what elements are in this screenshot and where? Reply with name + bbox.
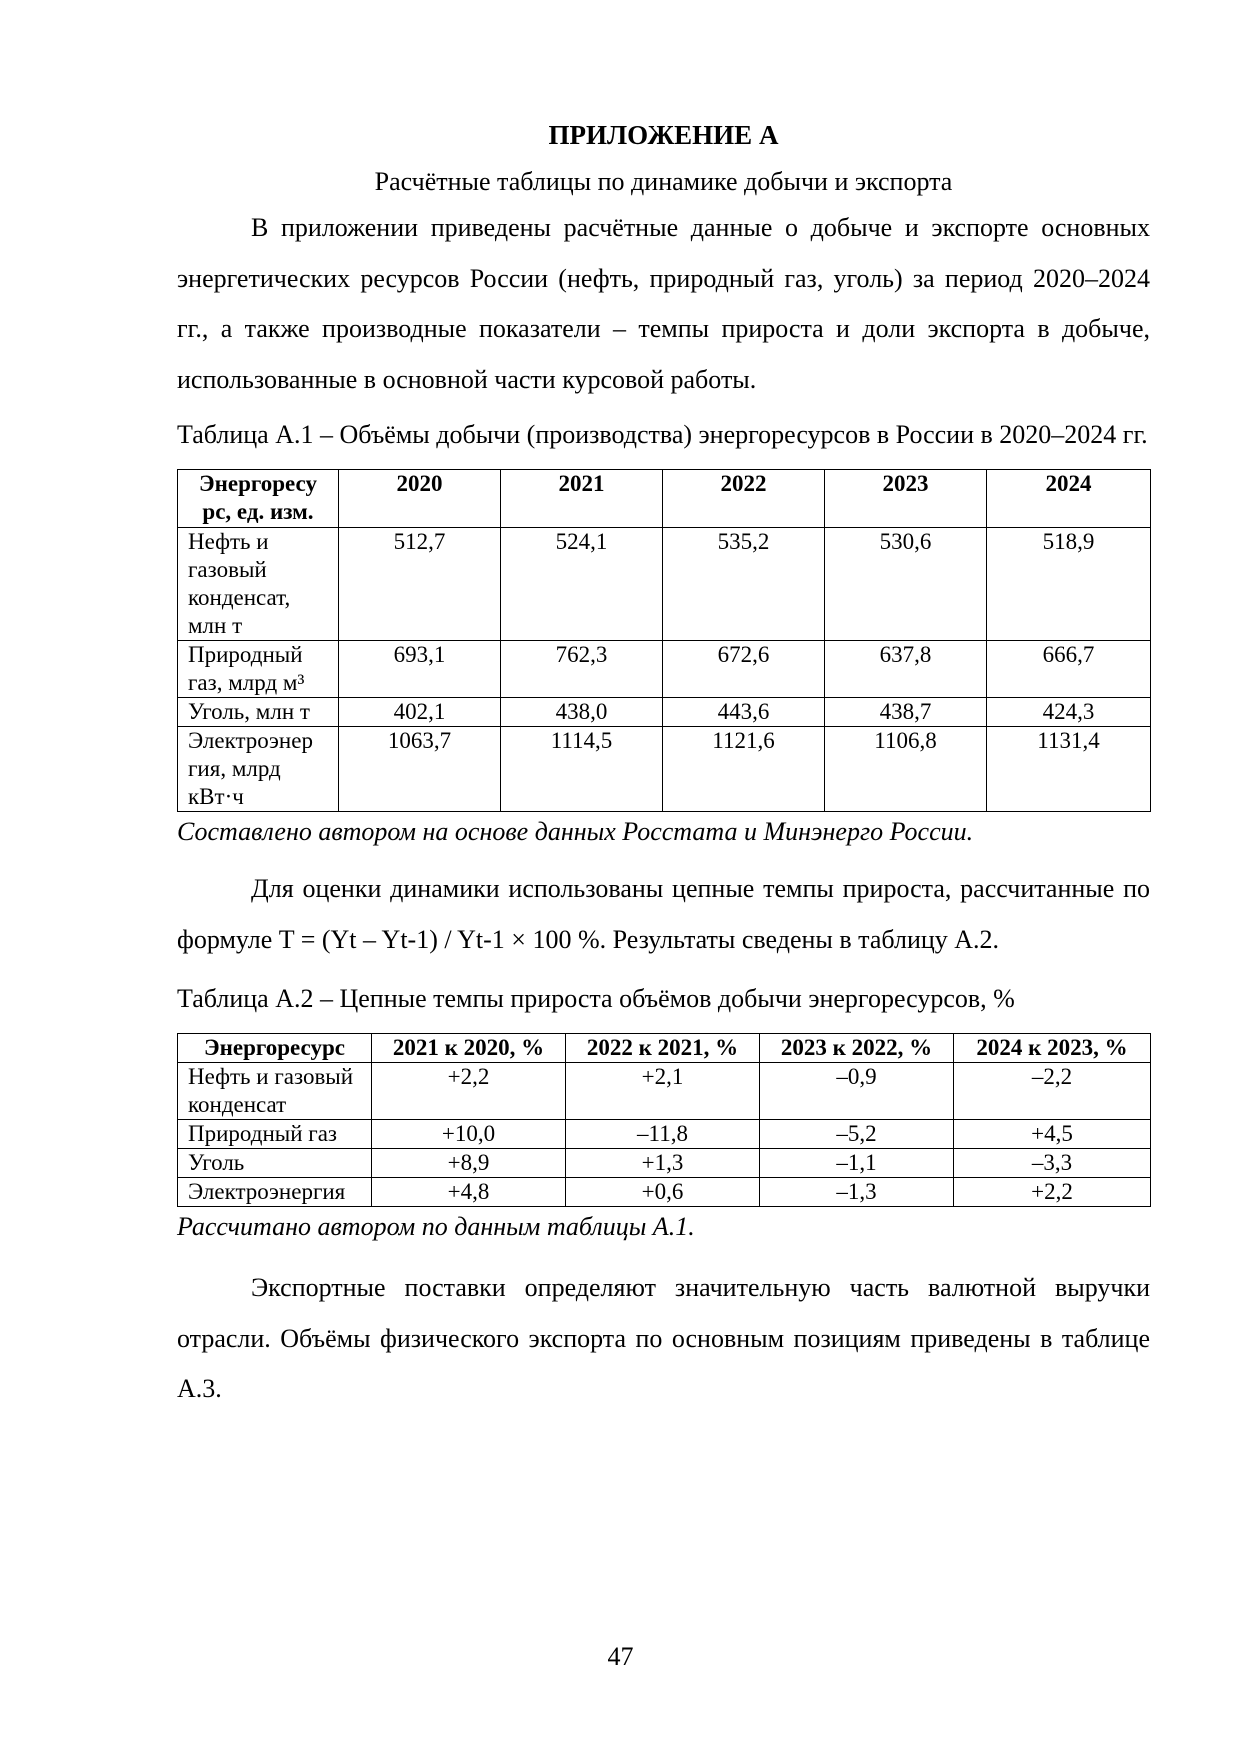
export-paragraph: Экспортные поставки определяют значительную часть валютной выручки отрасли. Объёмы физического экспорта по основным позициям приведены в таблице А.3. <box>177 1273 1150 1403</box>
value-cell: +4,8 <box>372 1178 566 1207</box>
table-row <box>178 1120 1151 1149</box>
header-cell: 2021 <box>501 470 663 528</box>
table2-source-note: Рассчитано автором по данным таблицы А.1. <box>177 1212 695 1241</box>
header-cell: 2022 к 2021, % <box>566 1034 760 1063</box>
header-cell: 2024 <box>987 470 1151 528</box>
table-row <box>178 528 1151 641</box>
value-cell: 530,6 <box>825 528 987 641</box>
header-cell: Энергоресурс <box>178 1034 372 1063</box>
value-cell: 1106,8 <box>825 727 987 812</box>
table-row <box>178 727 1151 812</box>
row-label: Уголь <box>178 1149 372 1178</box>
header-cell: 2023 <box>825 470 987 528</box>
row-label: Электроэнергия <box>178 1178 372 1207</box>
value-cell: 402,1 <box>339 698 501 727</box>
row-label: Природный газ <box>178 1120 372 1149</box>
table-row <box>178 1063 1151 1120</box>
value-cell: 1121,6 <box>663 727 825 812</box>
row-label: Нефть и газовый конденсат, млн т <box>178 528 339 641</box>
value-cell: 762,3 <box>501 641 663 698</box>
value-cell: –3,3 <box>954 1149 1151 1178</box>
value-cell: 438,7 <box>825 698 987 727</box>
value-cell: +8,9 <box>372 1149 566 1178</box>
table1-caption: Таблица А.1 – Объёмы добычи (производства) энергоресурсов в России в 2020–2024 гг. <box>177 420 1148 449</box>
table-row <box>178 1149 1151 1178</box>
value-cell: 443,6 <box>663 698 825 727</box>
row-label: Нефть и газовый конденсат <box>178 1063 372 1120</box>
value-cell: +2,1 <box>566 1063 760 1120</box>
value-cell: +0,6 <box>566 1178 760 1207</box>
appendix-subtitle: Расчётные таблицы по динамике добычи и экспорта <box>374 167 953 196</box>
value-cell: 672,6 <box>663 641 825 698</box>
document-page <box>177 110 1150 1415</box>
value-cell: 518,9 <box>987 528 1151 641</box>
value-cell: +2,2 <box>372 1063 566 1120</box>
value-cell: –5,2 <box>760 1120 954 1149</box>
value-cell: 438,0 <box>501 698 663 727</box>
appendix-title: ПРИЛОЖЕНИЕ А <box>548 120 779 150</box>
value-cell: –11,8 <box>566 1120 760 1149</box>
value-cell: +10,0 <box>372 1120 566 1149</box>
row-label: Уголь, млн т <box>178 698 339 727</box>
value-cell: 693,1 <box>339 641 501 698</box>
value-cell: 637,8 <box>825 641 987 698</box>
production-table <box>177 469 1151 812</box>
growth-rates-table <box>177 1033 1151 1207</box>
header-cell: 2021 к 2020, % <box>372 1034 566 1063</box>
formula-paragraph: Для оценки динамики использованы цепные темпы прироста, рассчитанные по формуле T = (Yt – Yt-1) / Yt-1 × 100 %. Результаты сведены в таблицу А.2. <box>177 874 1150 954</box>
value-cell: 512,7 <box>339 528 501 641</box>
value-cell: 1063,7 <box>339 727 501 812</box>
value-cell: –1,3 <box>760 1178 954 1207</box>
table2-caption: Таблица А.2 – Цепные темпы прироста объёмов добычи энергоресурсов, % <box>177 984 1015 1013</box>
value-cell: –0,9 <box>760 1063 954 1120</box>
table1-source-note: Составлено автором на основе данных Росстата и Минэнерго России. <box>177 817 974 846</box>
table-header-row <box>178 470 1151 528</box>
value-cell: 1131,4 <box>987 727 1151 812</box>
value-cell: 535,2 <box>663 528 825 641</box>
value-cell: +2,2 <box>954 1178 1151 1207</box>
value-cell: +4,5 <box>954 1120 1151 1149</box>
table-header-row <box>178 1034 1151 1063</box>
value-cell: 524,1 <box>501 528 663 641</box>
header-cell: Энергоресу рс, ед. изм. <box>178 470 339 528</box>
value-cell: 1114,5 <box>501 727 663 812</box>
header-cell: 2020 <box>339 470 501 528</box>
table-row <box>178 641 1151 698</box>
row-label: Природный газ, млрд м³ <box>178 641 339 698</box>
header-cell: 2023 к 2022, % <box>760 1034 954 1063</box>
value-cell: 666,7 <box>987 641 1151 698</box>
table-row <box>178 698 1151 727</box>
value-cell: –2,2 <box>954 1063 1151 1120</box>
value-cell: +1,3 <box>566 1149 760 1178</box>
page-number: 47 <box>607 1642 634 1671</box>
value-cell: 424,3 <box>987 698 1151 727</box>
intro-paragraph: В приложении приведены расчётные данные о добыче и экспорте основных энергетических ресурсов России (нефть, природный газ, уголь) за период 2020–2024 гг., а также производные показатели – темпы прироста и доли экспорта в добыче, использованные в основной части курсовой работы. <box>177 213 1150 394</box>
row-label: Электроэнер гия, млрд кВт·ч <box>178 727 339 812</box>
value-cell: –1,1 <box>760 1149 954 1178</box>
header-cell: 2024 к 2023, % <box>954 1034 1151 1063</box>
header-cell: 2022 <box>663 470 825 528</box>
